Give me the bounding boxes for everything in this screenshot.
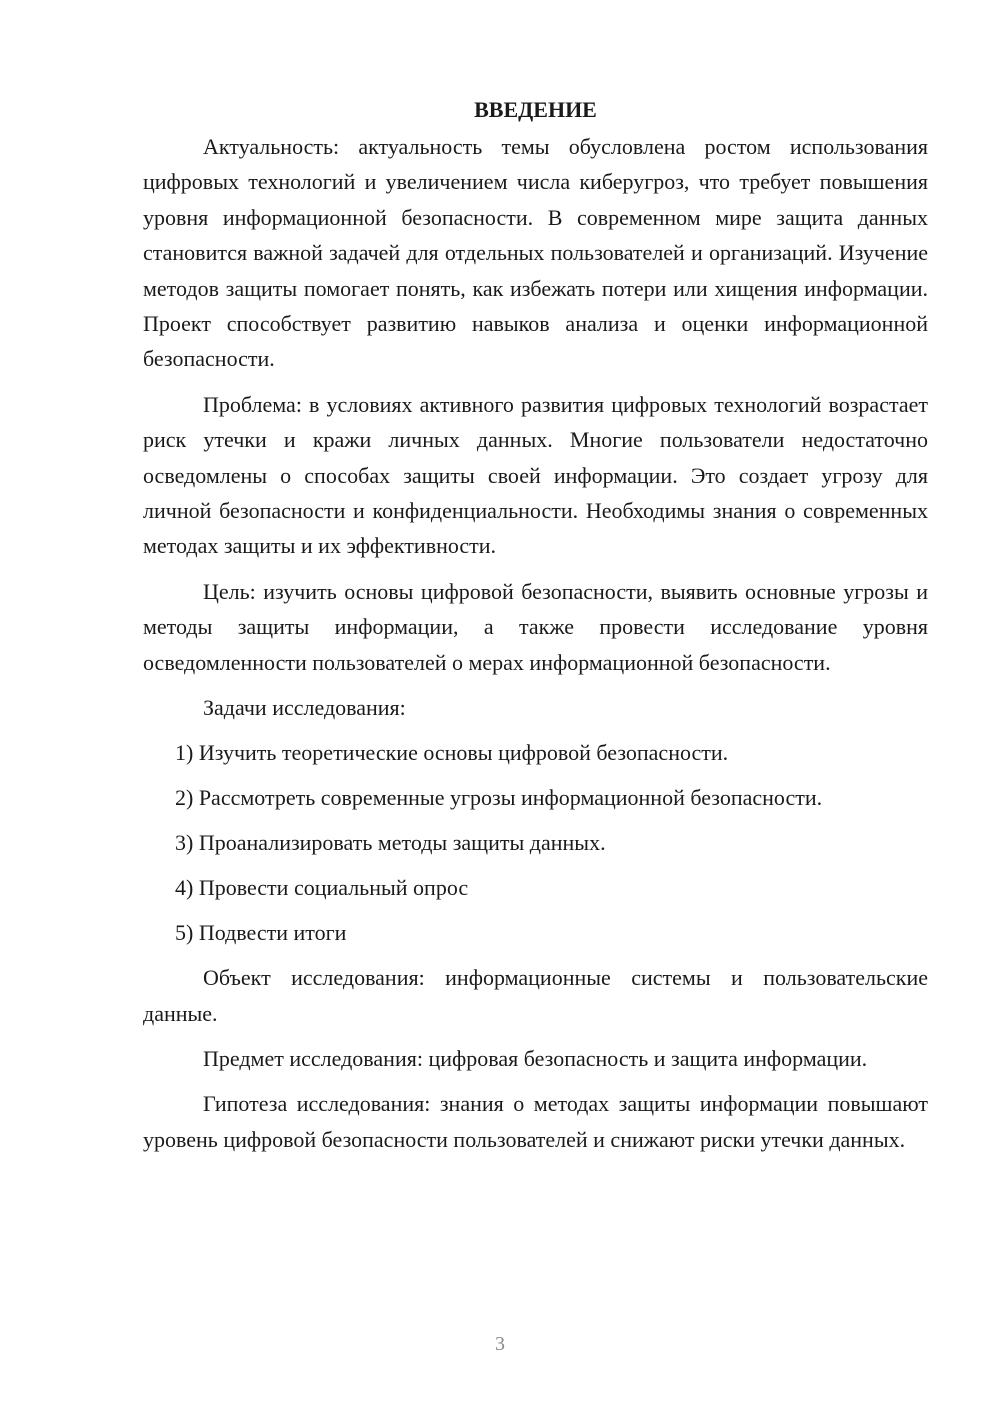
subject-paragraph: Предмет исследования: цифровая безопасность и защита информации.	[203, 1045, 868, 1071]
relevance-paragraph: Актуальность: актуальность темы обусловлена ростом использования цифровых технологий и увеличением числа киберугроз, что требует повышения уровня информационной безопасности. В современном мире защита данных становится важной задачей для отдельных пользователей и организаций. Изучение методов защиты помогает понять, как избежать потери или хищения информации. Проект способствует развитию навыков анализа и оценки информационной безопасности.	[143, 134, 928, 372]
object-paragraph: Объект исследования: информационные системы и пользовательские данные.	[143, 965, 928, 1026]
task-item: 4) Провести социальный опрос	[175, 875, 469, 901]
task-item: 2) Рассмотреть современные угрозы информационной безопасности.	[175, 785, 823, 811]
task-item: 3) Проанализировать методы защиты данных.	[175, 830, 606, 856]
hypothesis-paragraph: Гипотеза исследования: знания о методах защиты информации повышают уровень цифровой безопасности пользователей и снижают риски утечки данных.	[143, 1091, 928, 1152]
goal-paragraph: Цель: изучить основы цифровой безопасности, выявить основные угрозы и методы защиты информации, а также провести исследование уровня осведомленности пользователей о мерах информационной безопасности.	[143, 578, 928, 675]
task-item: 1) Изучить теоретические основы цифровой безопасности.	[175, 740, 729, 766]
tasks-heading: Задачи исследования:	[203, 695, 406, 721]
task-item: 5) Подвести итоги	[175, 920, 347, 946]
tasks-list	[143, 735, 928, 950]
document-page	[143, 92, 928, 1167]
problem-paragraph: Проблема: в условиях активного развития цифровых технологий возрастает риск утечки и кражи личных данных. Многие пользователи недостаточно осведомлены о способах защиты своей информации. Это создает угрозу для личной безопасности и конфиденциальности. Необходимы знания о современных методах защиты и их эффективности.	[143, 391, 928, 559]
page-title: ВВЕДЕНИЕ	[474, 97, 597, 122]
page-number: 3	[495, 1333, 505, 1355]
